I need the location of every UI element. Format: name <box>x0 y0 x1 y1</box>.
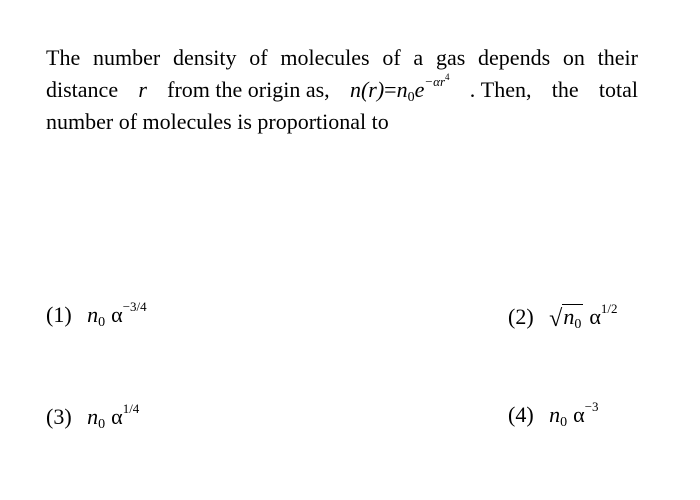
option-n: n <box>549 402 561 427</box>
formula-n-subscript: 0 <box>407 90 415 105</box>
word <box>470 74 532 106</box>
option-3[interactable] <box>46 402 139 432</box>
formula-e: e <box>414 77 425 102</box>
formula-n: n <box>396 77 408 102</box>
sentence-dot: . <box>469 77 476 102</box>
word: on <box>562 45 585 70</box>
word: number <box>92 45 161 70</box>
word: their <box>597 45 638 70</box>
sqrt-radicand <box>562 304 583 332</box>
option-exponent: −3 <box>584 399 599 414</box>
option-label: (1) <box>46 302 72 327</box>
exponent-sign: − <box>424 74 434 89</box>
question-line-1 <box>46 42 638 74</box>
word: total <box>598 77 638 102</box>
option-alpha: α <box>589 304 601 329</box>
option-label: (3) <box>46 404 72 429</box>
word-then: Then, <box>480 77 532 102</box>
exponent-alpha-r: αr <box>433 74 446 89</box>
word: The <box>46 45 81 70</box>
phrase-from-origin: from the origin as, <box>167 77 330 102</box>
option-label: (2) <box>508 304 534 329</box>
word: of <box>249 45 268 70</box>
option-exponent: 1/4 <box>122 401 140 416</box>
word: density <box>172 45 237 70</box>
option-n: n <box>563 304 575 329</box>
square-root <box>549 302 583 334</box>
option-n-subscript: 0 <box>560 415 568 430</box>
variable-r: r <box>138 77 147 102</box>
question-line-3: number of molecules is proportional to <box>46 109 389 134</box>
option-exponent: −3/4 <box>122 299 147 314</box>
word: molecules <box>280 45 370 70</box>
word: gas <box>435 45 466 70</box>
density-formula <box>350 74 450 106</box>
word: depends <box>478 45 551 70</box>
option-alpha: α <box>111 404 123 429</box>
option-n-subscript: 0 <box>98 417 106 432</box>
option-exponent: 1/2 <box>600 301 618 316</box>
option-n: n <box>87 404 99 429</box>
option-alpha: α <box>573 402 585 427</box>
word: of <box>382 45 401 70</box>
option-1[interactable] <box>46 300 147 330</box>
option-alpha: α <box>111 302 123 327</box>
sqrt-icon: √ <box>549 306 563 332</box>
word: the <box>551 77 579 102</box>
option-n-subscript: 0 <box>574 317 582 332</box>
option-label: (4) <box>508 402 534 427</box>
formula-lhs: n(r) <box>349 77 385 102</box>
formula-equals: = <box>384 77 397 102</box>
exponent-power: 4 <box>445 72 450 82</box>
word: a <box>413 45 424 70</box>
option-n-subscript: 0 <box>98 315 106 330</box>
question-line-2 <box>46 74 638 106</box>
formula-exponent <box>424 74 449 89</box>
question-text <box>46 42 638 138</box>
word: distance <box>46 77 119 102</box>
option-4[interactable] <box>508 400 599 430</box>
option-n: n <box>87 302 99 327</box>
option-2[interactable] <box>508 302 617 334</box>
